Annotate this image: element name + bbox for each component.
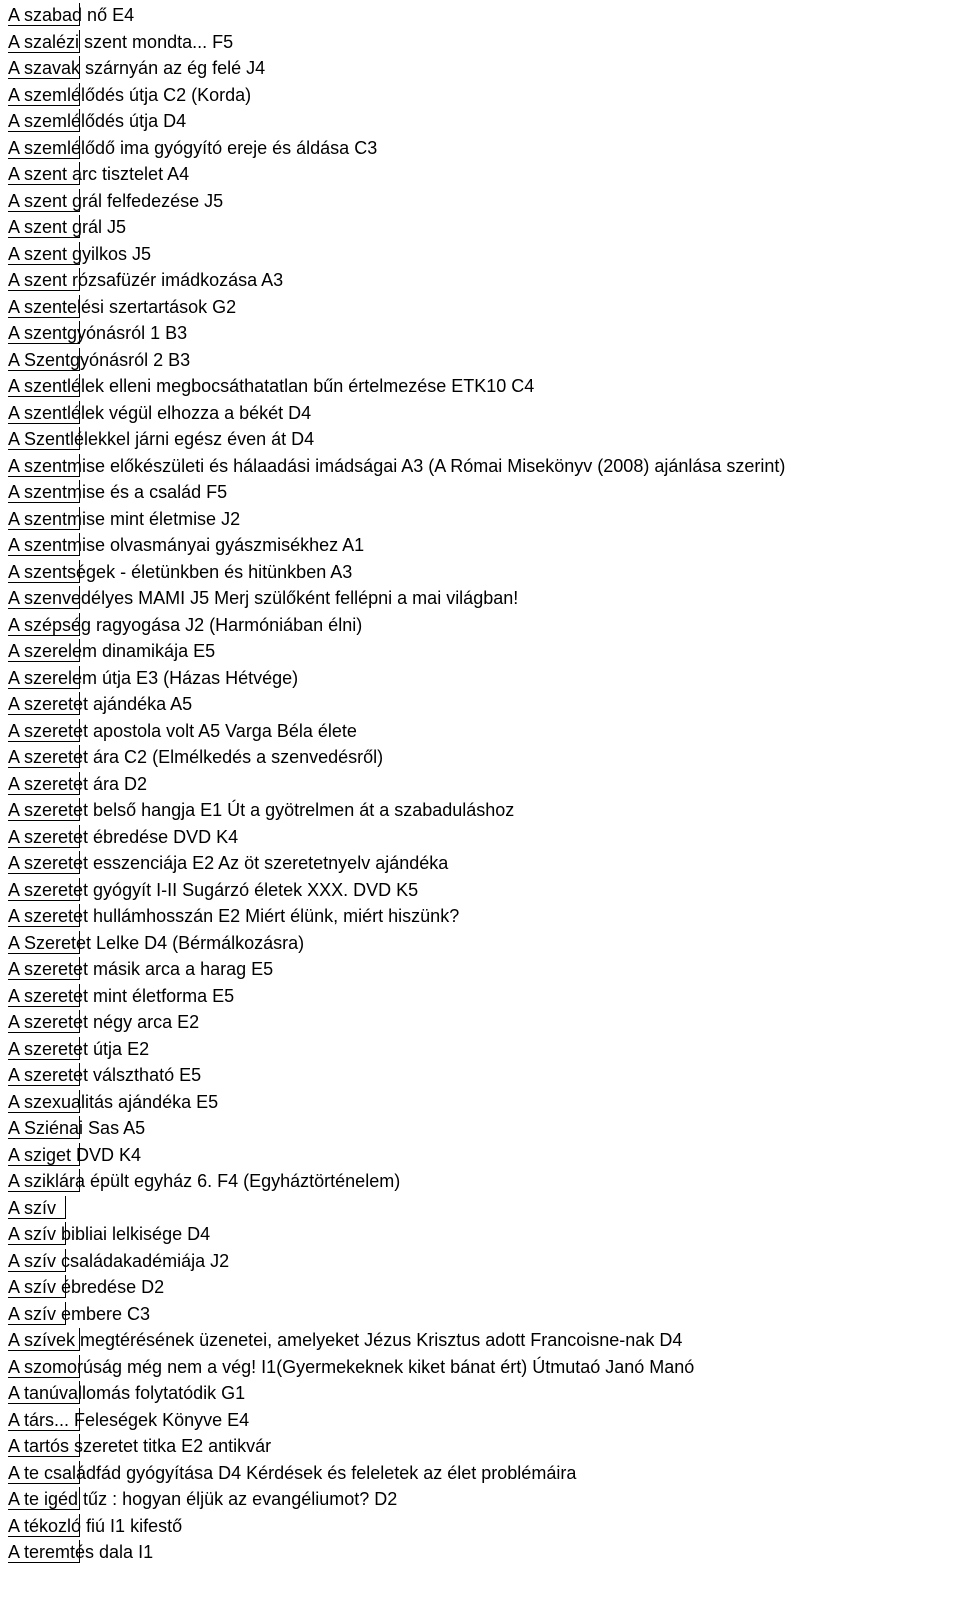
list-item: [8, 1036, 948, 1063]
list-item-text: A szeretet négy arca E2: [8, 1012, 200, 1032]
list-item-text: A szavak szárnyán az ég felé J4: [8, 58, 266, 78]
list-item-text: A szemlélődés útja D4: [8, 111, 187, 131]
list-item: [8, 1142, 948, 1169]
list-item: [8, 1380, 948, 1407]
list-item-text: A tékozló fiú I1 kifestő: [8, 1515, 183, 1536]
list-item: [8, 797, 948, 824]
list-item-text: A szemlélődés útja C2 (Korda): [8, 84, 252, 105]
list-item: [8, 771, 948, 798]
list-item-text: A szerelem útja E3 (Házas Hétvége): [8, 667, 299, 688]
list-item-text: A te családfád gyógyítása D4 Kérdések és feleletek az élet problémáira: [8, 1462, 577, 1483]
list-item: [8, 241, 948, 268]
list-item-text: A szemlélődő ima gyógyító ereje és áldása C3: [8, 137, 378, 158]
list-item-text: A szent gyilkos J5: [8, 243, 152, 264]
list-item-text: A szeretet másik arca a harag E5: [8, 959, 274, 979]
title-list: [8, 2, 948, 1566]
list-item: [8, 1354, 948, 1381]
list-item: [8, 559, 948, 586]
list-item-text: A szentmise mint életmise J2: [8, 508, 241, 529]
list-item: [8, 135, 948, 162]
list-item-text: A szeretet ajándéka A5: [8, 694, 193, 714]
list-item: [8, 903, 948, 930]
list-item-text: A szent grál felfedezése J5: [8, 190, 224, 211]
list-item-text: A szeretet belső hangja E1 Út a gyötrelmen át a szabaduláshoz: [8, 800, 515, 820]
list-item: [8, 744, 948, 771]
list-item-text: A szentmise előkészületi és hálaadási imádságai A3 (A Római Misekönyv (2008) ajánlása szerint): [8, 455, 786, 476]
list-item: [8, 824, 948, 851]
list-item: [8, 2, 948, 29]
list-item: [8, 1513, 948, 1540]
list-item: [8, 1433, 948, 1460]
list-item: [8, 585, 948, 612]
list-item: [8, 400, 948, 427]
list-item-text: A Sziénai Sas A5: [8, 1118, 146, 1138]
list-item-text: A tartós szeretet titka E2 antikvár: [8, 1436, 272, 1456]
list-item: [8, 956, 948, 983]
list-item-text: A szentgyónásról 1 B3: [8, 323, 188, 343]
list-item-text: A Szentlélekkel járni egész éven át D4: [8, 429, 315, 449]
list-item: [8, 1301, 948, 1328]
list-item: [8, 82, 948, 109]
list-item-text: A szomorúság még nem a vég! I1(Gyermekeknek kiket bánat ért) Útmutaó Janó Manó: [8, 1356, 695, 1377]
list-item-text: A szentségek - életünkben és hitünkben A3: [8, 561, 353, 582]
list-item-text: A szeretet esszenciája E2 Az öt szeretetnyelv ajándéka: [8, 853, 449, 873]
list-item-text: A szeretet gyógyít I-II Sugárzó életek XXX. DVD K5: [8, 879, 419, 900]
list-item: [8, 1539, 948, 1566]
list-item: [8, 373, 948, 400]
list-item: [8, 1009, 948, 1036]
list-item-text: A szív ébredése D2: [8, 1277, 165, 1297]
list-item: [8, 453, 948, 480]
list-item-text: A szívek megtérésének üzenetei, amelyeket Jézus Krisztus adott Francoisne-nak D4: [8, 1330, 683, 1350]
list-item: [8, 1195, 948, 1222]
list-item-text: A szív embere C3: [8, 1303, 151, 1324]
list-item: [8, 479, 948, 506]
list-item: [8, 665, 948, 692]
list-item-text: A szeretet ébredése DVD K4: [8, 826, 239, 847]
list-item: [8, 638, 948, 665]
list-item: [8, 1089, 948, 1116]
list-item: [8, 850, 948, 877]
list-item: [8, 983, 948, 1010]
list-item-text: A sziklára épült egyház 6. F4 (Egyháztörténelem): [8, 1171, 401, 1191]
list-item-text: A szent arc tisztelet A4: [8, 164, 190, 184]
list-item-text: A sziget DVD K4: [8, 1144, 142, 1165]
list-item: [8, 1115, 948, 1142]
list-item-text: A szentlélek végül elhozza a békét D4: [8, 402, 312, 423]
list-item-text: A szeretet válsztható E5: [8, 1065, 202, 1085]
list-item: [8, 1327, 948, 1354]
list-item: [8, 29, 948, 56]
list-item: [8, 1062, 948, 1089]
list-item: [8, 532, 948, 559]
list-item-text: A társ... Feleségek Könyve E4: [8, 1409, 250, 1430]
list-item: [8, 1168, 948, 1195]
list-item-text: A szalézi szent mondta... F5: [8, 31, 234, 52]
list-item-text: A szív családakadémiája J2: [8, 1250, 230, 1271]
list-item-text: A szerelem dinamikája E5: [8, 641, 216, 661]
list-item: [8, 506, 948, 533]
list-item: [8, 1221, 948, 1248]
list-item-text: A szeretet útja E2: [8, 1038, 150, 1059]
list-item: [8, 347, 948, 374]
list-item: [8, 1407, 948, 1434]
list-item: [8, 426, 948, 453]
list-item-text: A szív: [8, 1197, 57, 1218]
list-item-text: A szentmise olvasmányai gyászmisékhez A1: [8, 535, 365, 555]
list-item-text: A szentelési szertartások G2: [8, 296, 237, 317]
list-item-text: A szeretet ára C2 (Elmélkedés a szenvedésről): [8, 747, 384, 767]
list-item-text: A tanúvallomás folytatódik G1: [8, 1383, 246, 1403]
list-item: [8, 718, 948, 745]
list-item-text: A szexualitás ajándéka E5: [8, 1091, 219, 1112]
list-item-text: A Szeretet Lelke D4 (Bérmálkozásra): [8, 932, 305, 953]
list-item-text: A szeretet mint életforma E5: [8, 985, 235, 1006]
list-item: [8, 267, 948, 294]
list-item: [8, 1248, 948, 1275]
list-item-text: A szeretet hullámhosszán E2 Miért élünk, miért hiszünk?: [8, 906, 460, 926]
list-item-text: A szabad nő E4: [8, 5, 135, 25]
list-item: [8, 1460, 948, 1487]
list-item: [8, 108, 948, 135]
list-item-text: A szenvedélyes MAMI J5 Merj szülőként fellépni a mai világban!: [8, 588, 519, 608]
list-item-text: A szentlélek elleni megbocsáthatatlan bűn értelmezése ETK10 C4: [8, 376, 535, 396]
list-item-text: A te igéd tűz : hogyan éljük az evangéliumot? D2: [8, 1489, 398, 1509]
list-item: [8, 294, 948, 321]
list-item: [8, 161, 948, 188]
list-item: [8, 55, 948, 82]
list-item: [8, 1486, 948, 1513]
list-item: [8, 188, 948, 215]
list-item-text: A szent grál J5: [8, 217, 127, 237]
list-item: [8, 930, 948, 957]
list-item-text: A Szentgyónásról 2 B3: [8, 349, 191, 370]
list-item: [8, 612, 948, 639]
list-item: [8, 214, 948, 241]
list-item-text: A teremtés dala I1: [8, 1542, 154, 1562]
list-item-text: A szépség ragyogása J2 (Harmóniában élni): [8, 614, 363, 635]
list-item-text: A szeretet apostola volt A5 Varga Béla élete: [8, 720, 357, 741]
list-item-text: A szív bibliai lelkisége D4: [8, 1224, 211, 1244]
list-item-text: A szeretet ára D2: [8, 773, 148, 794]
list-item: [8, 691, 948, 718]
list-item: [8, 1274, 948, 1301]
list-item-text: A szent rózsafüzér imádkozása A3: [8, 270, 284, 290]
list-item: [8, 877, 948, 904]
list-item-text: A szentmise és a család F5: [8, 482, 228, 502]
list-item: [8, 320, 948, 347]
